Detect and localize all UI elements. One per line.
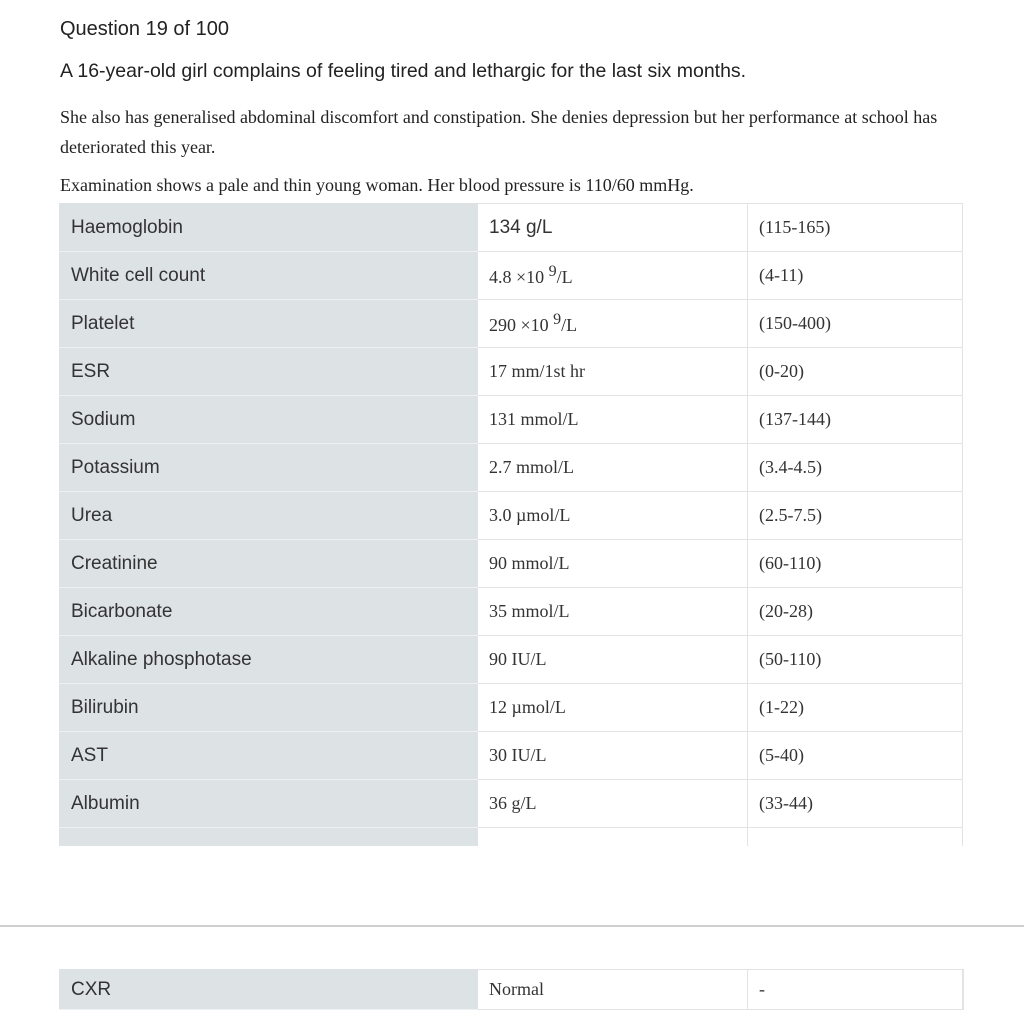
lab-name: ESR bbox=[60, 348, 478, 396]
lab-value-base: 4.8 ×10 bbox=[489, 267, 545, 287]
lab-value bbox=[478, 300, 748, 348]
lab-reference-range: (33-44) bbox=[748, 780, 963, 828]
lab-name: Alkaline phosphotase bbox=[60, 636, 478, 684]
table-row bbox=[60, 204, 963, 252]
table-row-empty bbox=[60, 828, 963, 846]
lab-value: 2.7 mmol/L bbox=[478, 444, 748, 492]
question-counter: Question 19 of 100 bbox=[60, 18, 230, 40]
lab-value-base: 290 ×10 bbox=[489, 315, 549, 335]
table-row bbox=[60, 396, 963, 444]
lab-name: Creatinine bbox=[60, 540, 478, 588]
lab-reference-range: (3.4-4.5) bbox=[748, 444, 963, 492]
table-row bbox=[60, 780, 963, 828]
empty-cell bbox=[478, 828, 748, 846]
lab-value-unit: /L bbox=[556, 267, 573, 287]
lab-value: 36 g/L bbox=[478, 780, 748, 828]
lab-value-exponent: 9 bbox=[553, 311, 562, 328]
lab-reference-range: (4-11) bbox=[748, 252, 963, 300]
lab-value: 35 mmol/L bbox=[478, 588, 748, 636]
imaging-results-table bbox=[59, 969, 964, 1010]
lab-value bbox=[478, 252, 748, 300]
lab-results-table bbox=[59, 203, 963, 846]
table-row bbox=[60, 588, 963, 636]
lab-value: 12 µmol/L bbox=[478, 684, 748, 732]
lab-name: Urea bbox=[60, 492, 478, 540]
lab-value: 17 mm/1st hr bbox=[478, 348, 748, 396]
lab-value: 134 g/L bbox=[478, 204, 748, 252]
lab-name: Haemoglobin bbox=[60, 204, 478, 252]
table-row bbox=[60, 300, 963, 348]
lab-name: CXR bbox=[60, 970, 478, 1010]
table-row bbox=[60, 540, 963, 588]
question-history: She also has generalised abdominal discomfort and constipation. She denies depression but her performance at school has deteriorated this year. bbox=[60, 107, 938, 157]
lab-reference-range: (20-28) bbox=[748, 588, 963, 636]
lab-reference-range: (150-400) bbox=[748, 300, 963, 348]
lab-reference-range: (115-165) bbox=[748, 204, 963, 252]
table-row bbox=[60, 636, 963, 684]
lab-name: Bicarbonate bbox=[60, 588, 478, 636]
lab-name: Potassium bbox=[60, 444, 478, 492]
table-row bbox=[60, 348, 963, 396]
lab-name: Platelet bbox=[60, 300, 478, 348]
lab-reference-range: (50-110) bbox=[748, 636, 963, 684]
lab-name: White cell count bbox=[60, 252, 478, 300]
lab-reference-range: (137-144) bbox=[748, 396, 963, 444]
question-stem: A 16-year-old girl complains of feeling tired and lethargic for the last six months. bbox=[60, 60, 747, 82]
lab-value: 30 IU/L bbox=[478, 732, 748, 780]
lab-name: AST bbox=[60, 732, 478, 780]
lab-reference-range: (60-110) bbox=[748, 540, 963, 588]
empty-cell bbox=[748, 828, 963, 846]
section-divider bbox=[0, 925, 1024, 927]
lab-value: 90 mmol/L bbox=[478, 540, 748, 588]
lab-reference-range: (2.5-7.5) bbox=[748, 492, 963, 540]
lab-value-exponent: 9 bbox=[548, 263, 557, 280]
lab-value: 90 IU/L bbox=[478, 636, 748, 684]
table-row bbox=[60, 252, 963, 300]
lab-value: 3.0 µmol/L bbox=[478, 492, 748, 540]
table-row bbox=[60, 684, 963, 732]
lab-value-unit: /L bbox=[561, 315, 578, 335]
table-row bbox=[60, 492, 963, 540]
lab-reference-range: - bbox=[748, 970, 963, 1010]
table-row bbox=[60, 970, 963, 1010]
lab-name: Albumin bbox=[60, 780, 478, 828]
lab-name: Sodium bbox=[60, 396, 478, 444]
lab-reference-range: (0-20) bbox=[748, 348, 963, 396]
table-row bbox=[60, 444, 963, 492]
question-examination: Examination shows a pale and thin young woman. Her blood pressure is 110/60 mmHg. bbox=[60, 175, 694, 195]
lab-value: Normal bbox=[478, 970, 748, 1010]
table-row bbox=[60, 732, 963, 780]
lab-reference-range: (5-40) bbox=[748, 732, 963, 780]
empty-cell bbox=[60, 828, 478, 846]
lab-reference-range: (1-22) bbox=[748, 684, 963, 732]
lab-value: 131 mmol/L bbox=[478, 396, 748, 444]
lab-name: Bilirubin bbox=[60, 684, 478, 732]
